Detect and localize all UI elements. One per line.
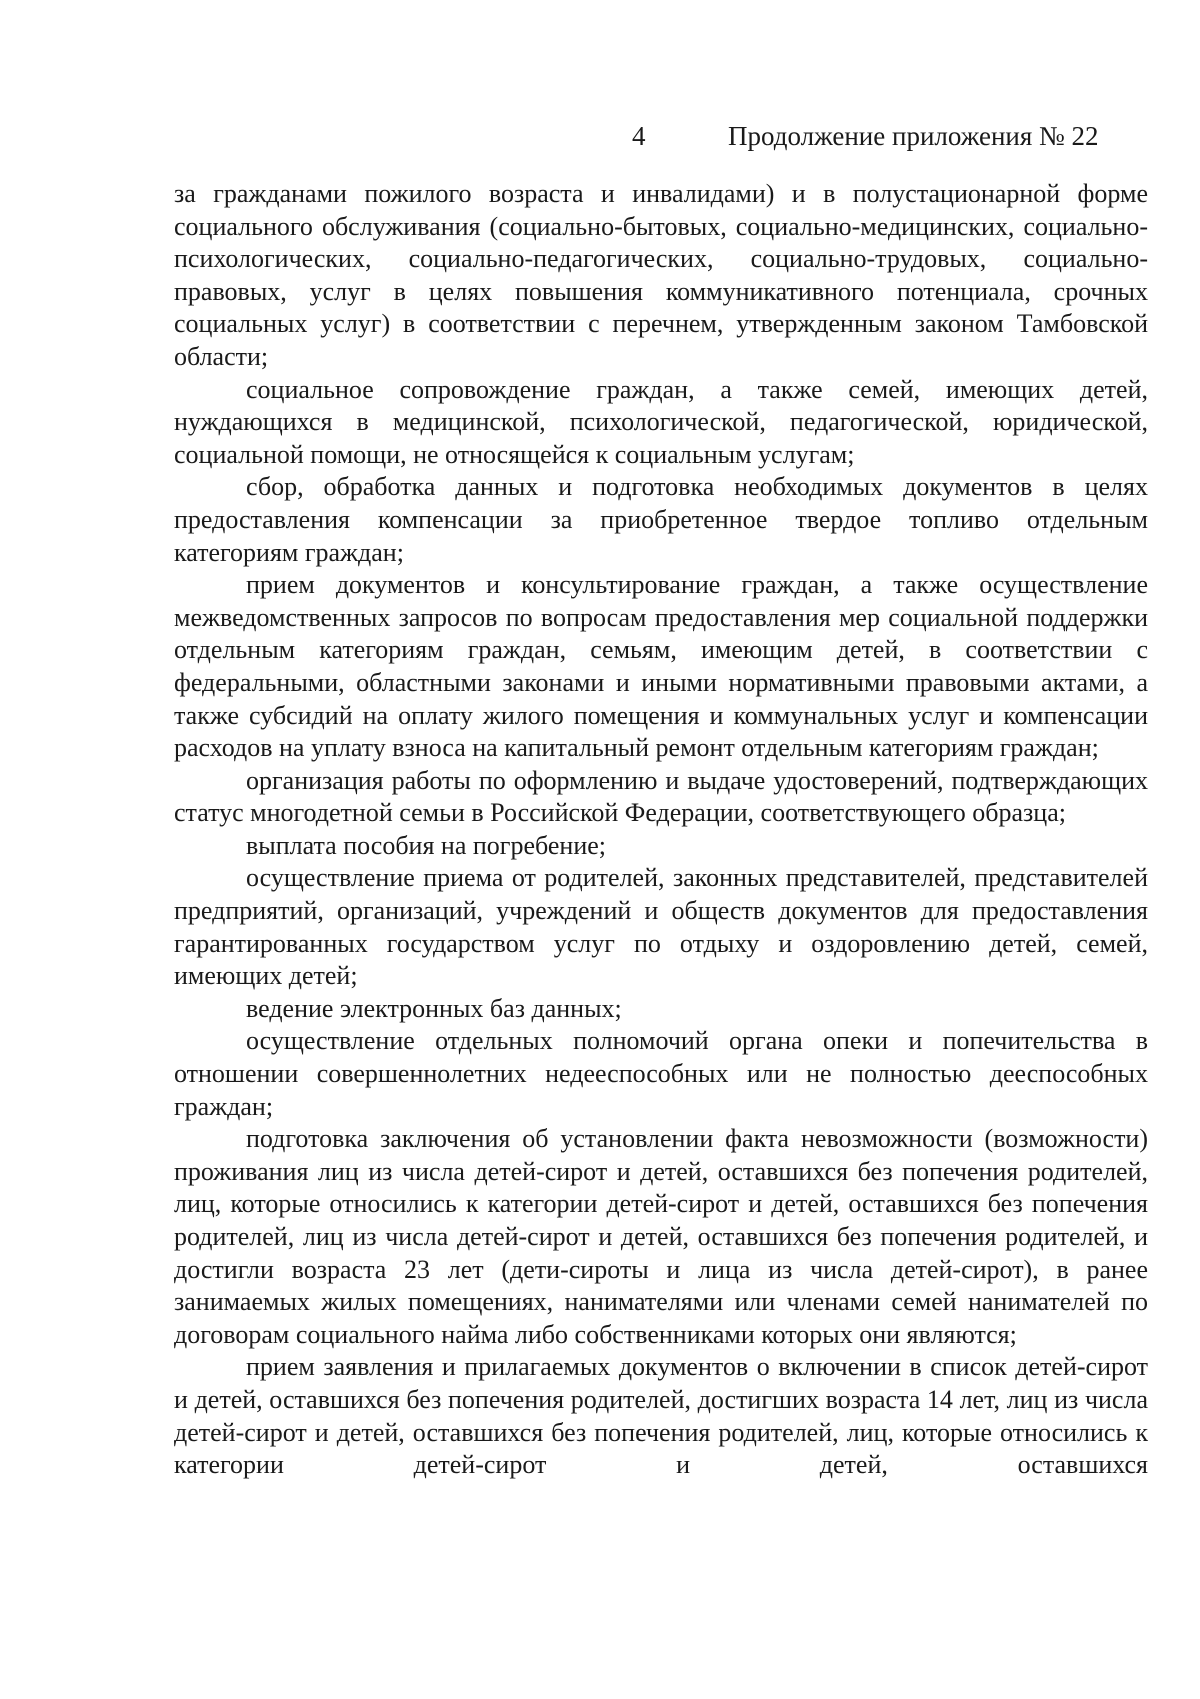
- paragraph-housing-conclusion: подготовка заключения об установлении факта невозможности (возможности) проживания лиц из числа детей-сирот и детей, оставшихся без попечения родителей, лиц, которые относились к категории детей-сирот и детей, оставшихся без попечения родителей, лиц из числа детей-сирот и детей, оставшихся без попечения родителей, и достигли возраста 23 лет (дети-сироты и лица из числа детей-сирот), в ранее занимаемых жилых помещениях, нанимателями или членами семей нанимателей по договорам социального найма либо собственниками которых они являются;: [174, 1124, 1148, 1349]
- paragraph-burial-allowance: выплата пособия на погребение;: [246, 830, 607, 860]
- paragraph-child-recreation: осуществление приема от родителей, законных представителей, представителей предприятий, организаций, учреждений и обществ документов для предоставления гарантированных государством услуг по отдыху и оздоровлению детей, семей, имеющих детей;: [174, 863, 1148, 991]
- paragraph-service-forms: за гражданами пожилого возраста и инвалидами) и в полустационарной форме социального обслуживания (социально-бытовых, социально-медицинских, социально-психологических, социально-педагогических, социально-трудовых, социально-правовых, услуг в целях повышения коммуникативного потенциала, срочных социальных услуг) в соответствии с перечнем, утвержденным законом Тамбовской области;: [174, 179, 1148, 371]
- document-body: [174, 178, 1148, 1482]
- page-number: 4: [632, 121, 646, 151]
- appendix-continuation-label: Продолжение приложения № 22: [728, 121, 1099, 151]
- paragraph-databases: ведение электронных баз данных;: [246, 993, 622, 1023]
- paragraph-large-family-certificates: организация работы по оформлению и выдаче удостоверений, подтверждающих статус многодетной семьи в Российской Федерации, соответствующего образца;: [174, 765, 1148, 828]
- paragraph-document-intake: прием документов и консультирование граждан, а также осуществление межведомственных запросов по вопросам предоставления мер социальной поддержки отдельным категориям граждан, семьям, имеющим детей, в соответствии с федеральными, областными законами и иными нормативными правовыми актами, а также субсидий на оплату жилого помещения и коммунальных услуг и компенсации расходов на уплату взноса на капитальный ремонт отдельным категориям граждан;: [174, 570, 1148, 763]
- paragraph-social-support: социальное сопровождение граждан, а также семей, имеющих детей, нуждающихся в медицинской, психологической, педагогической, юридической, социальной помощи, не относящейся к социальным услугам;: [174, 374, 1148, 469]
- paragraph-guardianship: осуществление отдельных полномочий органа опеки и попечительства в отношении совершеннолетних недееспособных или не полностью дееспособных граждан;: [174, 1026, 1148, 1121]
- paragraph-orphans-list: прием заявления и прилагаемых документов о включении в список детей-сирот и детей, оставшихся без попечения родителей, достигших возраста 14 лет, лиц из числа детей-сирот и детей, оставшихся без попечения родителей, лиц, которые относились к категории детей-сирот и детей, оставшихся: [174, 1352, 1148, 1480]
- paragraph-fuel-compensation: сбор, обработка данных и подготовка необходимых документов в целях предоставления компенсации за приобретенное твердое топливо отдельным категориям граждан;: [174, 472, 1148, 567]
- page-header: [0, 116, 1200, 156]
